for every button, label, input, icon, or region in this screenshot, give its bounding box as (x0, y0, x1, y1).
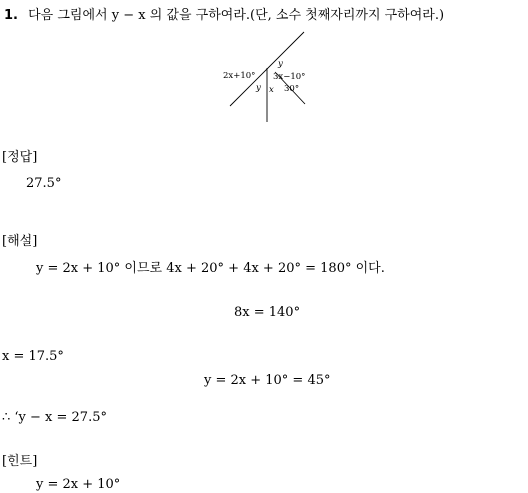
angle-figure (215, 28, 325, 124)
explanation-conclusion: ∴ ‘y − x = 27.5° (2, 410, 107, 425)
problem-text: 다음 그림에서 y − x 의 값을 구하여라.(단, 소수 첫째자리까지 구하여라.) (28, 8, 445, 23)
label-y-top: y (278, 59, 283, 69)
explanation-equation-1: 8x = 140° (234, 305, 301, 320)
hint-header: [힌트] (2, 454, 38, 469)
explanation-line-2: x = 17.5° (2, 349, 64, 364)
label-3x-minus-10: 3x−10° (273, 72, 306, 82)
explanation-line-1: y = 2x + 10° 이므로 4x + 20° + 4x + 20° = 180° 이다. (36, 261, 385, 276)
label-x: x (269, 85, 274, 95)
label-30-degrees: 30° (284, 84, 300, 94)
explanation-equation-2: y = 2x + 10° = 45° (204, 373, 331, 388)
label-y-bottom: y (256, 83, 261, 93)
problem-number: 1. (4, 8, 18, 23)
explanation-header: [해설] (2, 234, 38, 249)
answer-header: [정답] (2, 150, 38, 165)
label-2x-plus-10: 2x+10° (223, 71, 256, 81)
problem-statement (4, 8, 444, 24)
answer-value: 27.5° (26, 176, 62, 191)
hint-line: y = 2x + 10° (36, 477, 121, 492)
